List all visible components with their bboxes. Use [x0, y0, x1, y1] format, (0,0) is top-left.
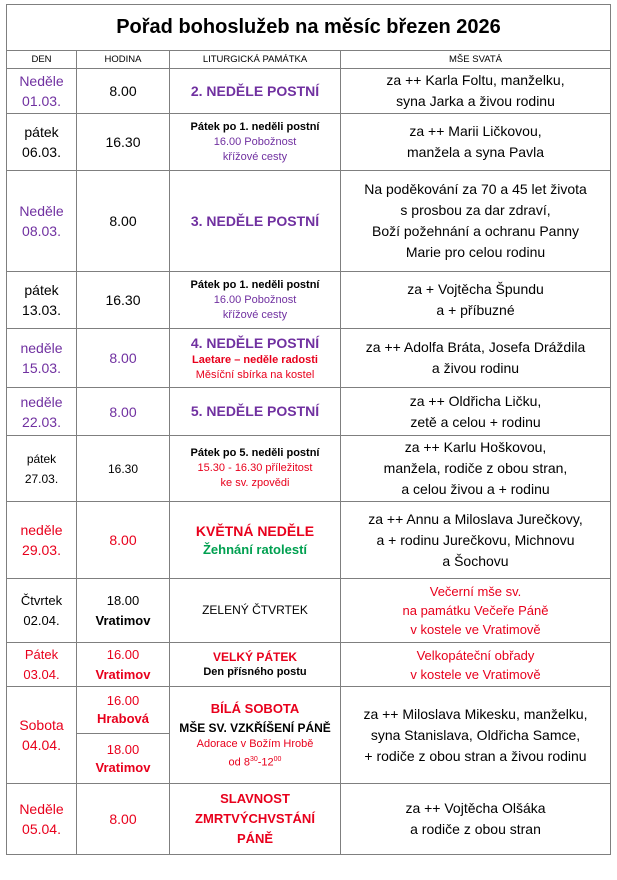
hour-place: Vratimov — [95, 666, 151, 682]
mass-line: za ++ Vojtěcha Olšáka — [405, 800, 546, 816]
day-date: 02.04. — [23, 612, 60, 628]
liturgy-title: ZELENÝ ČTVRTEK — [202, 603, 308, 617]
hour-place: Vratimov — [95, 612, 151, 628]
mass-line: + rodiče z obou stran a živou rodinu — [364, 747, 587, 764]
day-name: Neděle — [19, 801, 64, 817]
liturgy-cell — [170, 388, 341, 436]
mass-line: za ++ Marii Ličkovou, — [409, 123, 542, 139]
day-date: 08.03. — [22, 223, 61, 239]
mass-cell — [341, 502, 611, 579]
day-date: 13.03. — [22, 302, 61, 318]
hour-time: 18.00 — [106, 592, 140, 608]
hour-place: Vratimov — [95, 759, 151, 775]
liturgy-title: SLAVNOST — [220, 791, 290, 806]
mass-line: a + rodinu Jurečkovu, Michnovu — [376, 531, 575, 548]
table-row — [7, 69, 611, 114]
liturgy-cell — [170, 329, 341, 388]
hour-slot-second — [77, 733, 169, 783]
day-name: pátek — [24, 124, 59, 140]
mass-cell — [341, 171, 611, 272]
hour-slot-first — [77, 687, 169, 733]
day-date: 01.03. — [22, 93, 61, 109]
day-name: neděle — [20, 393, 63, 410]
day-name: Sobota — [19, 717, 64, 733]
mass-line: syna Jarka a živou rodinu — [396, 93, 555, 109]
hour-cell: 8.00 — [77, 784, 170, 855]
day-date: 15.03. — [22, 360, 61, 376]
day-cell — [7, 643, 77, 687]
liturgy-note: 16.00 Pobožnost — [213, 293, 297, 306]
liturgy-note: Žehnání ratolestí — [202, 541, 308, 557]
hour-cell: 16.30 — [77, 436, 170, 502]
table-row — [7, 171, 611, 272]
liturgy-title: Pátek po 1. neděli postní — [190, 278, 320, 291]
header-mass: MŠE SVATÁ — [341, 51, 611, 69]
liturgy-cell — [170, 69, 341, 114]
liturgy-cell — [170, 502, 341, 579]
hour-cell — [77, 687, 170, 784]
liturgy-note: 15.30 - 16.30 příležitost — [197, 462, 313, 474]
liturgy-title: 4. NEDĚLE POSTNÍ — [190, 334, 320, 351]
mass-line: a rodiče z obou stran — [410, 821, 541, 837]
liturgy-title: Pátek po 5. neděli postní — [190, 447, 320, 459]
day-cell — [7, 272, 77, 329]
liturgy-note: Den přísného postu — [203, 665, 307, 678]
liturgy-title: 2. NEDĚLE POSTNÍ — [190, 82, 320, 99]
day-date: 04.04. — [22, 737, 61, 753]
mass-cell — [341, 69, 611, 114]
liturgy-note: ke sv. zpovědi — [220, 477, 290, 489]
hour-cell: 8.00 — [77, 329, 170, 388]
liturgy-note: 16.00 Pobožnost — [213, 135, 297, 148]
liturgy-title: ZMRTVÝCHVSTÁNÍ — [195, 811, 315, 826]
liturgy-note — [170, 752, 340, 771]
day-name: Neděle — [19, 73, 64, 89]
day-name: pátek — [24, 282, 59, 298]
table-row — [7, 436, 611, 502]
hour-cell: 8.00 — [77, 388, 170, 436]
mass-line: za ++ Karla Foltu, manželku, — [386, 72, 565, 88]
liturgy-note: Laetare – neděle radosti — [192, 353, 318, 366]
liturgy-title: KVĚTNÁ NEDĚLE — [195, 522, 315, 539]
day-name: pátek — [26, 451, 57, 466]
day-name: Čtvrtek — [20, 592, 63, 608]
table-row — [7, 388, 611, 436]
mass-line: v kostele ve Vratimově — [410, 622, 541, 637]
mass-line: manžela, rodiče z obou stran, — [383, 460, 568, 476]
day-name: Pátek — [24, 646, 59, 662]
liturgy-title: 5. NEDĚLE POSTNÍ — [190, 403, 320, 419]
mass-line: syna Stanislava, Oldřicha Samce, — [370, 726, 581, 743]
mass-line: za ++ Adolfa Bráta, Josefa Dráždila — [365, 339, 586, 355]
liturgy-cell — [170, 687, 341, 784]
day-cell — [7, 388, 77, 436]
hour-cell: 8.00 — [77, 171, 170, 272]
day-date: 22.03. — [22, 413, 61, 430]
hour-time: 16.00 — [106, 693, 140, 708]
day-cell — [7, 579, 77, 643]
hour-cell: 16.30 — [77, 114, 170, 171]
time-text: -12 — [257, 756, 274, 769]
table-row — [7, 502, 611, 579]
liturgy-subtitle: MŠE SV. VZKŘÍŠENÍ PÁNĚ — [179, 721, 331, 736]
table-row — [7, 687, 611, 784]
liturgy-cell — [170, 436, 341, 502]
table-row — [7, 114, 611, 171]
day-cell — [7, 784, 77, 855]
hour-cell — [77, 643, 170, 687]
hour-cell: 8.00 — [77, 502, 170, 579]
day-cell — [7, 329, 77, 388]
day-cell — [7, 436, 77, 502]
time-text: od 8 — [228, 756, 250, 769]
table-row — [7, 272, 611, 329]
liturgy-note: Adorace v Božím Hrobě — [196, 738, 314, 751]
hour-place: Hrabová — [96, 711, 150, 726]
header-hour: HODINA — [77, 51, 170, 69]
header-row — [7, 51, 611, 69]
hour-time: 18.00 — [106, 741, 140, 757]
liturgy-note: Měsíční sbírka na kostel — [195, 368, 315, 381]
mass-line: Boží požehnání a ochranu Panny — [371, 223, 580, 239]
day-date: 03.04. — [23, 666, 60, 682]
day-date: 27.03. — [24, 471, 59, 486]
hour-cell: 16.30 — [77, 272, 170, 329]
mass-cell — [341, 687, 611, 784]
day-cell — [7, 69, 77, 114]
liturgy-cell — [170, 784, 341, 855]
day-name: Neděle — [19, 203, 64, 219]
liturgy-title: 3. NEDĚLE POSTNÍ — [190, 212, 320, 229]
liturgy-title: PÁNĚ — [236, 831, 274, 846]
mass-line: Večerní mše sv. — [429, 584, 522, 599]
mass-line: za ++ Karlu Hoškovou, — [404, 439, 547, 455]
mass-cell — [341, 114, 611, 171]
day-date: 29.03. — [22, 542, 61, 558]
day-name: neděle — [20, 522, 63, 538]
mass-line: a Šochovu — [442, 552, 509, 569]
liturgy-title: BÍLÁ SOBOTA — [210, 701, 300, 717]
mass-line: za ++ Miloslava Mikesku, manželku, — [363, 705, 588, 722]
mass-line: na památku Večeře Páně — [402, 603, 549, 618]
mass-line: zetě a celou + rodinu — [410, 413, 541, 430]
liturgy-note: křížové cesty — [222, 308, 288, 321]
header-liturgy: LITURGICKÁ PAMÁTKA — [170, 51, 341, 69]
mass-line: Na poděkování za 70 a 45 let života — [364, 181, 587, 197]
hour-cell — [77, 579, 170, 643]
time-sup: 30 — [249, 756, 258, 764]
mass-line: a živou rodinu — [431, 360, 520, 376]
table-row — [7, 579, 611, 643]
schedule-table — [6, 4, 611, 855]
liturgy-cell — [170, 272, 341, 329]
mass-cell — [341, 272, 611, 329]
day-date: 06.03. — [22, 144, 61, 160]
mass-line: s prosbou za dar zdraví, — [400, 202, 551, 218]
table-row — [7, 784, 611, 855]
liturgy-title: Pátek po 1. neděli postní — [190, 120, 320, 133]
liturgy-title: VELKÝ PÁTEK — [212, 649, 297, 664]
mass-cell — [341, 579, 611, 643]
day-cell — [7, 502, 77, 579]
mass-line: Marie pro celou rodinu — [405, 244, 546, 260]
day-cell — [7, 114, 77, 171]
day-cell — [7, 687, 77, 784]
liturgy-note: křížové cesty — [222, 150, 288, 163]
liturgy-cell — [170, 643, 341, 687]
mass-line: za ++ Annu a Miloslava Jurečkovy, — [368, 510, 583, 527]
mass-cell — [341, 436, 611, 502]
table-row — [7, 643, 611, 687]
mass-line: a celou živou a + rodinu — [401, 481, 550, 497]
liturgy-cell — [170, 171, 341, 272]
mass-line: za ++ Oldřicha Ličku, — [409, 392, 542, 409]
page-title: Pořad bohoslužeb na měsíc březen 2026 — [7, 5, 611, 51]
mass-cell — [341, 329, 611, 388]
mass-line: v kostele ve Vratimově — [410, 666, 541, 682]
hour-cell: 8.00 — [77, 69, 170, 114]
mass-cell — [341, 388, 611, 436]
day-name: neděle — [20, 340, 63, 356]
mass-cell — [341, 784, 611, 855]
liturgy-cell — [170, 114, 341, 171]
mass-cell — [341, 643, 611, 687]
day-date: 05.04. — [22, 821, 61, 837]
mass-line: a + příbuzné — [436, 302, 515, 318]
hour-time: 16.00 — [106, 646, 140, 662]
day-cell — [7, 171, 77, 272]
time-sup: 00 — [273, 756, 282, 764]
mass-line: za + Vojtěcha Špundu — [407, 281, 544, 297]
table-row — [7, 329, 611, 388]
liturgy-cell — [170, 579, 341, 643]
mass-line: Velkopáteční obřady — [416, 647, 535, 663]
header-day: DEN — [7, 51, 77, 69]
mass-line: manžela a syna Pavla — [407, 144, 544, 160]
